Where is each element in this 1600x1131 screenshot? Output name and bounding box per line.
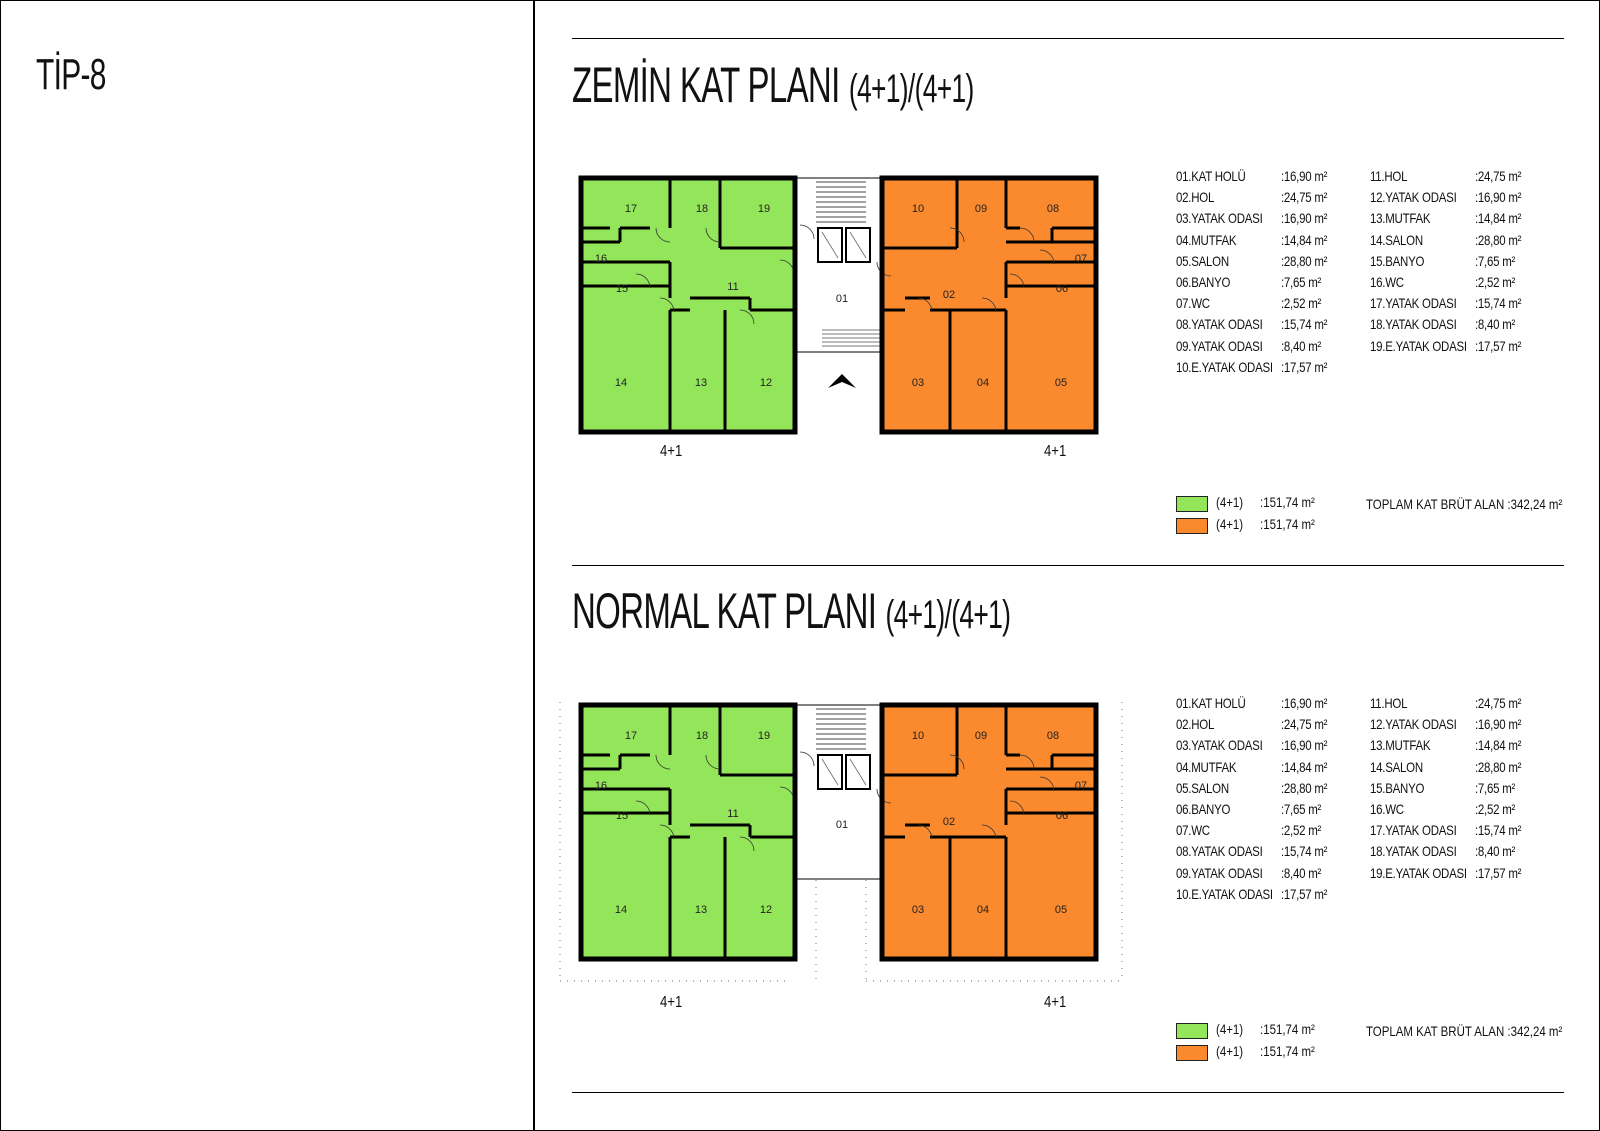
legend-swatch xyxy=(1176,496,1208,512)
unit-b-fill xyxy=(882,178,1096,432)
room-name: 02.HOL xyxy=(1176,189,1215,206)
divider-bottom xyxy=(572,1092,1564,1093)
room-name: 09.YATAK ODASI xyxy=(1176,337,1263,354)
room-area: :14,84 m² xyxy=(1280,758,1328,775)
room-number: 06 xyxy=(1055,810,1069,822)
room-area: :16,90 m² xyxy=(1280,695,1328,711)
divider-top xyxy=(572,38,1564,39)
room-name: 07.WC xyxy=(1176,295,1210,312)
room-number: 02 xyxy=(942,289,956,301)
unit-label-left: 4+1 xyxy=(660,443,683,460)
unit-b-fill xyxy=(882,705,1096,959)
room-area: :2,52 m² xyxy=(1474,273,1516,290)
room-number: 17 xyxy=(624,203,638,215)
room-area: :16,90 m² xyxy=(1280,168,1328,184)
room-number: 17 xyxy=(624,730,638,742)
legend-swatch xyxy=(1176,1045,1208,1061)
room-number: 03 xyxy=(911,904,925,916)
legend-label: (4+1) xyxy=(1216,516,1244,532)
floor-plan-svg xyxy=(0,170,1600,490)
legend-area: :151,74 m² xyxy=(1260,516,1315,532)
room-number: 15 xyxy=(615,810,629,822)
room-name: 16.WC xyxy=(1370,273,1404,290)
plan-title-text: NORMAL KAT PLANI xyxy=(572,583,877,639)
room-area: :8,40 m² xyxy=(1474,843,1516,860)
room-name: 01.KAT HOLÜ xyxy=(1176,695,1246,711)
room-number: 09 xyxy=(974,730,988,742)
room-name: 19.E.YATAK ODASI xyxy=(1370,864,1467,881)
room-name: 16.WC xyxy=(1370,800,1404,817)
room-name: 18.YATAK ODASI xyxy=(1370,843,1457,860)
room-area: :15,74 m² xyxy=(1474,822,1522,839)
room-number: 19 xyxy=(757,730,771,742)
room-number-core: 01 xyxy=(835,819,849,831)
room-number: 16 xyxy=(594,780,608,792)
plan-title-text: ZEMİN KAT PLANI xyxy=(572,57,840,113)
room-name: 04.MUTFAK xyxy=(1176,231,1237,248)
room-number: 14 xyxy=(614,377,628,389)
room-area: :16,90 m² xyxy=(1474,189,1522,206)
total-area: TOPLAM KAT BRÜT ALAN :342,24 m² xyxy=(1366,496,1563,512)
room-number: 15 xyxy=(615,283,629,295)
legend-label: (4+1) xyxy=(1216,1043,1244,1059)
room-number: 13 xyxy=(694,377,708,389)
room-number: 13 xyxy=(694,904,708,916)
room-area: :17,57 m² xyxy=(1280,885,1328,902)
room-area: :14,84 m² xyxy=(1474,737,1522,754)
room-area: :8,40 m² xyxy=(1280,864,1322,881)
room-number: 19 xyxy=(757,203,771,215)
room-name: 05.SALON xyxy=(1176,779,1229,796)
room-area: :28,80 m² xyxy=(1474,231,1522,248)
room-area: :24,75 m² xyxy=(1280,716,1328,733)
room-number: 07 xyxy=(1074,780,1088,792)
room-number: 12 xyxy=(759,904,773,916)
room-name: 12.YATAK ODASI xyxy=(1370,716,1457,733)
room-area: :24,75 m² xyxy=(1474,695,1522,711)
room-name: 01.KAT HOLÜ xyxy=(1176,168,1246,184)
room-area: :24,75 m² xyxy=(1474,168,1522,184)
room-area: :28,80 m² xyxy=(1280,779,1328,796)
room-name: 07.WC xyxy=(1176,822,1210,839)
room-number: 09 xyxy=(974,203,988,215)
room-number: 14 xyxy=(614,904,628,916)
room-number: 18 xyxy=(695,730,709,742)
floor-plan-normal xyxy=(0,697,1600,1017)
entrance-arrow xyxy=(828,374,856,388)
legend-area: :151,74 m² xyxy=(1260,1021,1315,1037)
unit-a-fill xyxy=(581,178,795,432)
room-number: 08 xyxy=(1046,730,1060,742)
room-area: :2,52 m² xyxy=(1474,800,1516,817)
core xyxy=(795,178,882,388)
floor-plan-svg xyxy=(0,697,1600,1017)
room-name: 19.E.YATAK ODASI xyxy=(1370,337,1467,354)
room-name: 11.HOL xyxy=(1370,695,1408,711)
legend-area: :151,74 m² xyxy=(1260,494,1315,510)
unit-a-fill xyxy=(581,705,795,959)
room-number: 12 xyxy=(759,377,773,389)
room-number: 07 xyxy=(1074,253,1088,265)
room-area: :2,52 m² xyxy=(1280,822,1322,839)
room-number: 16 xyxy=(594,253,608,265)
room-name: 02.HOL xyxy=(1176,716,1215,733)
plan-subtitle: (4+1)/(4+1) xyxy=(848,67,974,111)
legend-area: :151,74 m² xyxy=(1260,1043,1315,1059)
room-area: :17,57 m² xyxy=(1280,358,1328,375)
room-number: 05 xyxy=(1054,904,1068,916)
room-area: :8,40 m² xyxy=(1280,337,1322,354)
room-name: 17.YATAK ODASI xyxy=(1370,295,1457,312)
room-area: :7,65 m² xyxy=(1474,252,1516,269)
plan-subtitle: (4+1)/(4+1) xyxy=(885,593,1011,637)
room-name: 12.YATAK ODASI xyxy=(1370,189,1457,206)
room-name: 10.E.YATAK ODASI xyxy=(1176,358,1273,375)
room-area: :8,40 m² xyxy=(1474,316,1516,333)
room-number: 11 xyxy=(727,281,739,293)
room-number: 10 xyxy=(911,203,925,215)
room-name: 11.HOL xyxy=(1370,168,1408,184)
room-area: :17,57 m² xyxy=(1474,337,1522,354)
room-name: 05.SALON xyxy=(1176,252,1229,269)
legend-swatch xyxy=(1176,1023,1208,1039)
room-name: 15.BANYO xyxy=(1370,252,1425,269)
plan-title-normal xyxy=(572,582,1010,640)
room-name: 09.YATAK ODASI xyxy=(1176,864,1263,881)
legend-swatch xyxy=(1176,518,1208,534)
room-name: 15.BANYO xyxy=(1370,779,1425,796)
room-number: 03 xyxy=(911,377,925,389)
room-number: 05 xyxy=(1054,377,1068,389)
room-name: 06.BANYO xyxy=(1176,273,1231,290)
room-area: :7,65 m² xyxy=(1474,779,1516,796)
room-area: :28,80 m² xyxy=(1474,758,1522,775)
room-area: :15,74 m² xyxy=(1474,295,1522,312)
room-name: 03.YATAK ODASI xyxy=(1176,737,1263,754)
room-name: 04.MUTFAK xyxy=(1176,758,1237,775)
room-area: :2,52 m² xyxy=(1280,295,1322,312)
room-area: :16,90 m² xyxy=(1474,716,1522,733)
room-name: 14.SALON xyxy=(1370,758,1423,775)
room-number: 04 xyxy=(976,904,990,916)
room-area: :14,84 m² xyxy=(1474,210,1522,227)
room-area: :7,65 m² xyxy=(1280,273,1322,290)
plan-title-ground xyxy=(572,56,974,114)
room-name: 17.YATAK ODASI xyxy=(1370,822,1457,839)
room-area: :14,84 m² xyxy=(1280,231,1328,248)
room-area: :7,65 m² xyxy=(1280,800,1322,817)
room-name: 03.YATAK ODASI xyxy=(1176,210,1263,227)
room-area: :17,57 m² xyxy=(1474,864,1522,881)
room-number-core: 01 xyxy=(835,293,849,305)
room-area: :15,74 m² xyxy=(1280,843,1328,860)
unit-label-right: 4+1 xyxy=(1044,443,1067,460)
room-area: :15,74 m² xyxy=(1280,316,1328,333)
room-number: 18 xyxy=(695,203,709,215)
legend-label: (4+1) xyxy=(1216,494,1244,510)
floor-plan-ground xyxy=(0,170,1600,490)
room-name: 08.YATAK ODASI xyxy=(1176,316,1263,333)
unit-label-left: 4+1 xyxy=(660,994,683,1011)
room-name: 08.YATAK ODASI xyxy=(1176,843,1263,860)
room-name: 13.MUTFAK xyxy=(1370,210,1431,227)
room-name: 18.YATAK ODASI xyxy=(1370,316,1457,333)
room-area: :28,80 m² xyxy=(1280,252,1328,269)
unit-label-right: 4+1 xyxy=(1044,994,1067,1011)
room-area: :16,90 m² xyxy=(1280,210,1328,227)
total-area: TOPLAM KAT BRÜT ALAN :342,24 m² xyxy=(1366,1023,1563,1039)
core xyxy=(795,705,882,879)
divider-middle xyxy=(572,565,1564,566)
legend-label: (4+1) xyxy=(1216,1021,1244,1037)
room-name: 13.MUTFAK xyxy=(1370,737,1431,754)
room-area: :16,90 m² xyxy=(1280,737,1328,754)
room-number: 06 xyxy=(1055,283,1069,295)
room-number: 10 xyxy=(911,730,925,742)
room-name: 10.E.YATAK ODASI xyxy=(1176,885,1273,902)
room-number: 02 xyxy=(942,816,956,828)
sheet-title: TİP-8 xyxy=(36,50,106,99)
room-number: 04 xyxy=(976,377,990,389)
room-number: 11 xyxy=(727,808,739,820)
room-number: 08 xyxy=(1046,203,1060,215)
room-name: 06.BANYO xyxy=(1176,800,1231,817)
room-name: 14.SALON xyxy=(1370,231,1423,248)
room-area: :24,75 m² xyxy=(1280,189,1328,206)
